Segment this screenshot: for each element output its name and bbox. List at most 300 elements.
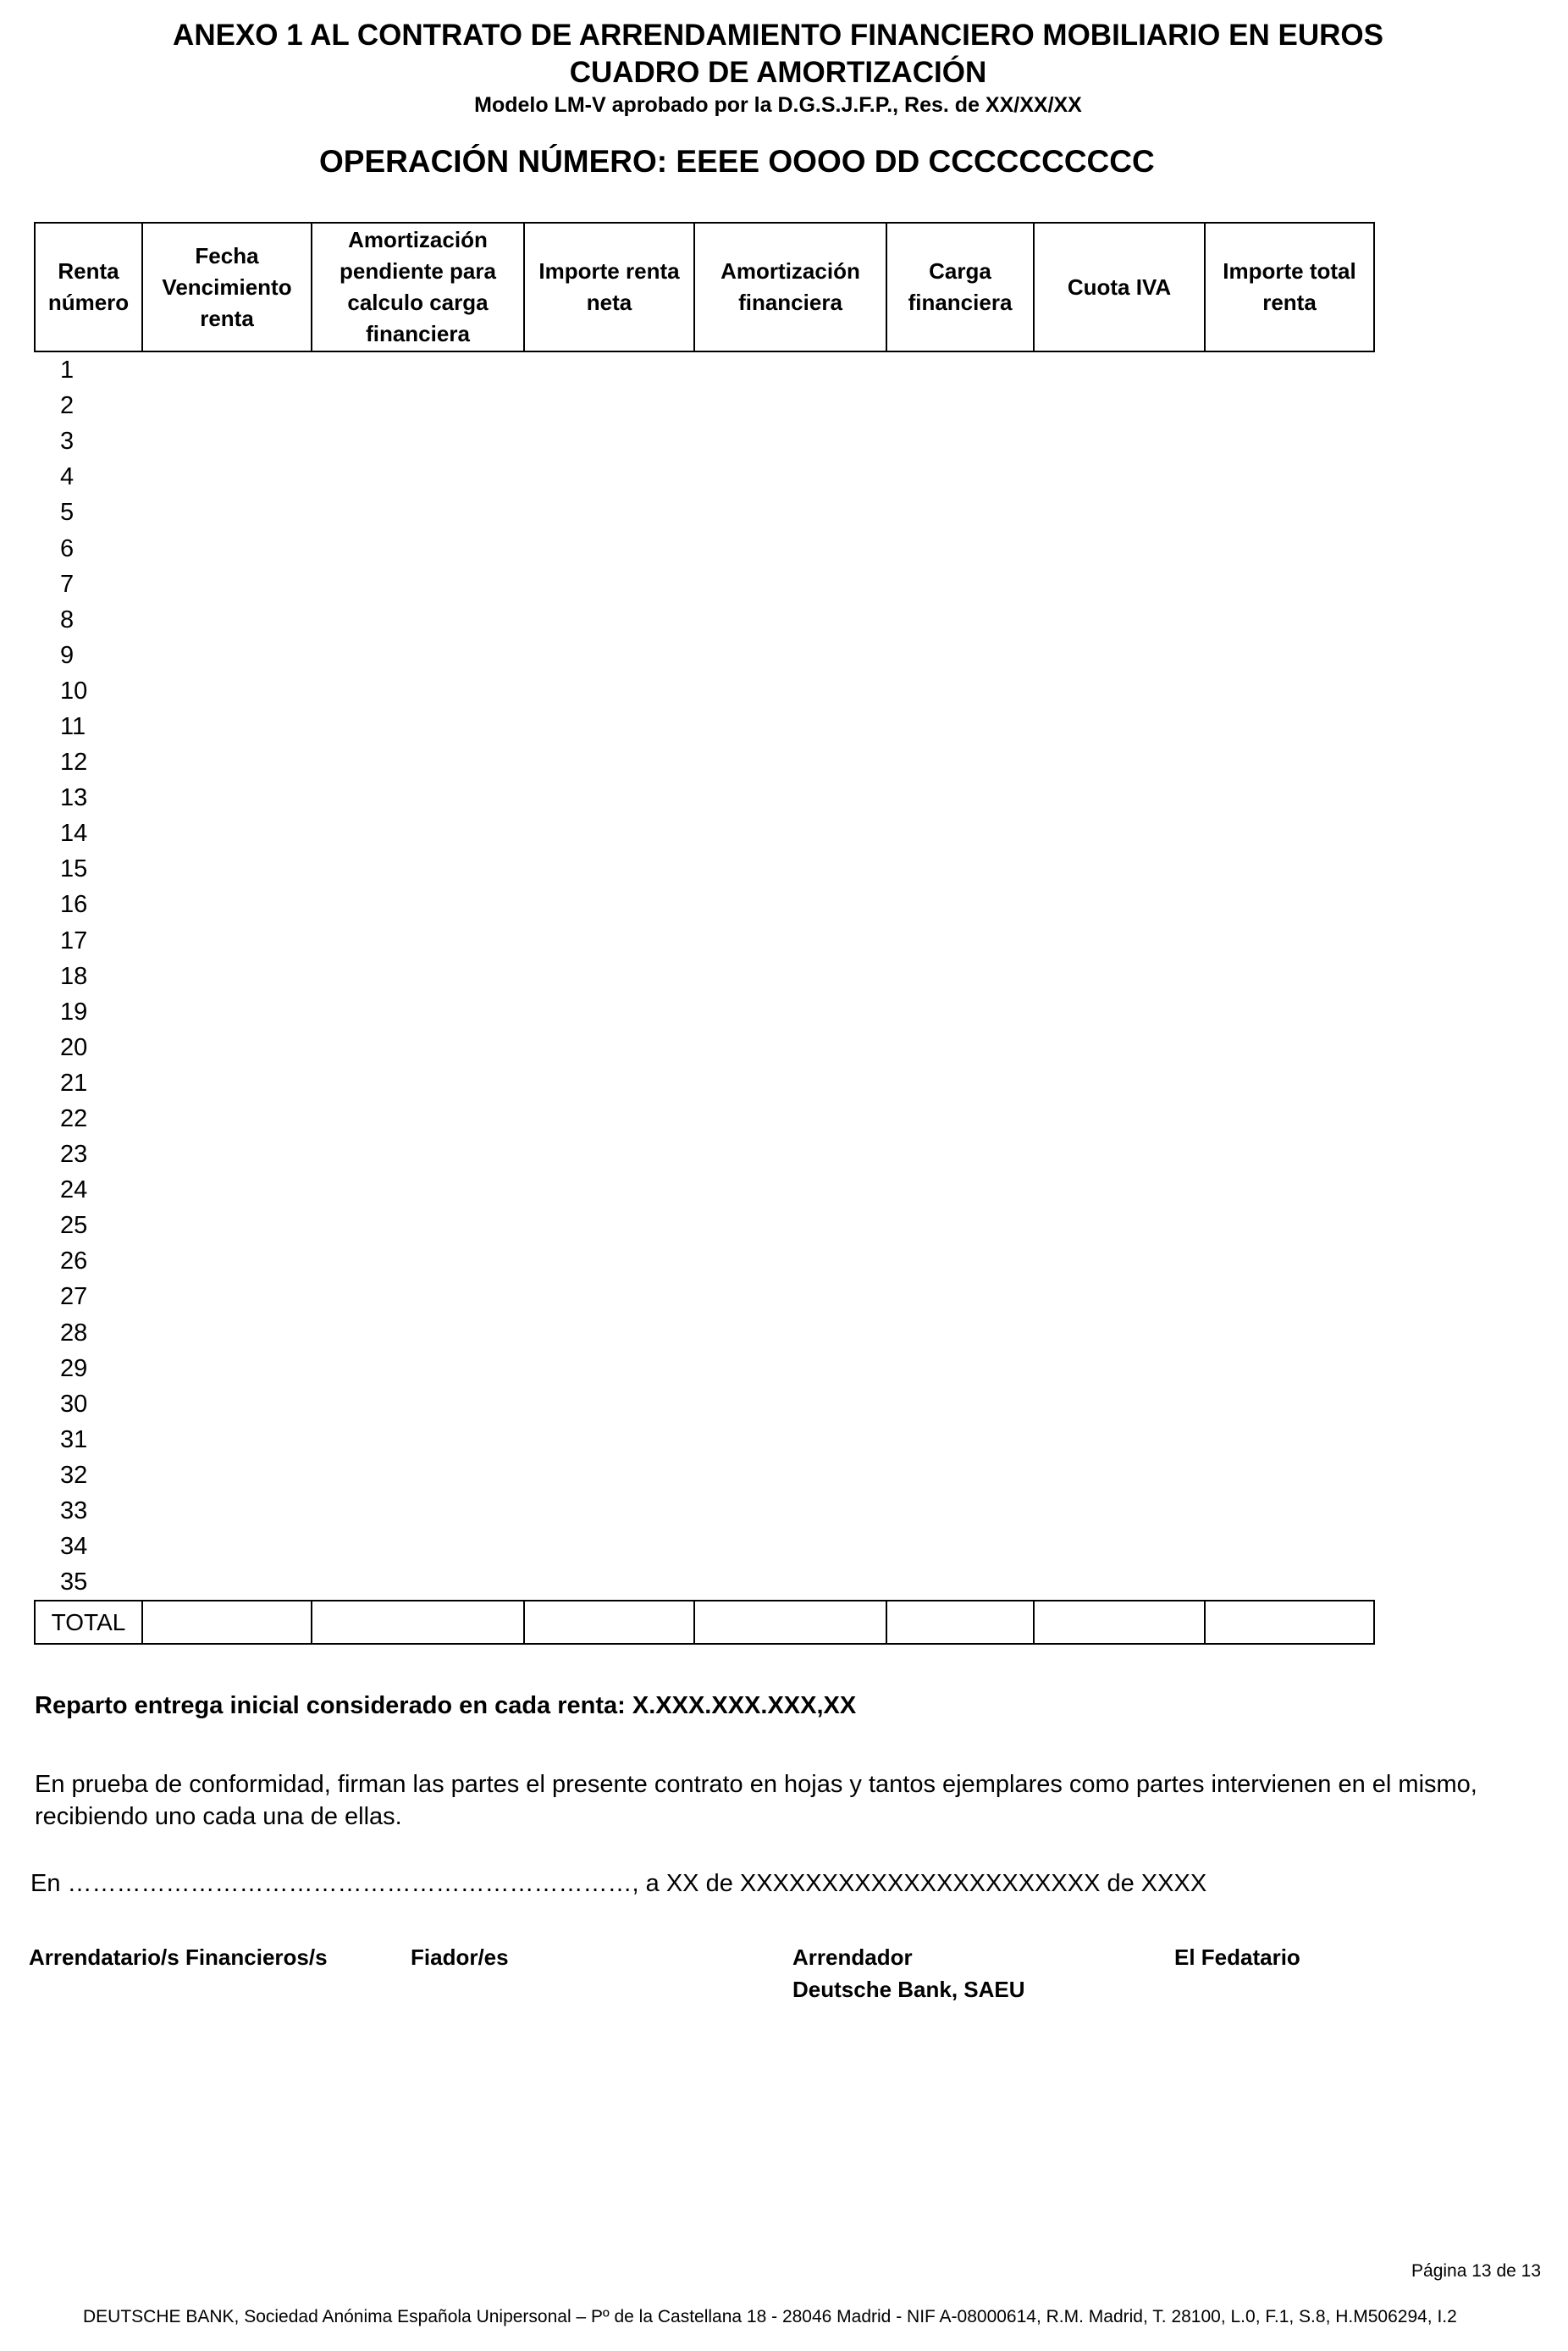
table-cell — [142, 1422, 312, 1458]
table-cell — [312, 1386, 524, 1422]
table-cell — [1205, 602, 1374, 638]
table-cell — [142, 388, 312, 423]
table-cell — [1034, 602, 1205, 638]
table-cell — [886, 351, 1034, 388]
table-cell — [312, 1315, 524, 1351]
table-cell — [1034, 1422, 1205, 1458]
table-cell — [1034, 744, 1205, 780]
table-header-row — [35, 223, 1374, 351]
table-cell — [1205, 530, 1374, 566]
renta-number: 15 — [60, 855, 88, 883]
table-cell — [886, 1315, 1034, 1351]
table-cell — [694, 1030, 886, 1065]
table-cell — [312, 567, 524, 602]
table-cell — [1205, 459, 1374, 495]
table-cell — [524, 1243, 694, 1279]
table-cell — [142, 1208, 312, 1243]
table-cell — [1205, 423, 1374, 459]
table-row — [35, 459, 1374, 495]
table-cell — [312, 744, 524, 780]
table-cell — [524, 1279, 694, 1314]
renta-number: 23 — [60, 1141, 88, 1169]
renta-number: 27 — [60, 1283, 88, 1311]
table-cell — [1034, 923, 1205, 959]
renta-number: 11 — [60, 712, 86, 740]
table-cell — [1034, 1065, 1205, 1101]
table-row — [35, 923, 1374, 959]
table-cell — [1205, 1315, 1374, 1351]
table-cell — [1205, 1243, 1374, 1279]
table-cell — [142, 851, 312, 887]
table-cell — [312, 1030, 524, 1065]
table-cell — [312, 530, 524, 566]
table-row — [35, 1458, 1374, 1493]
table-cell — [142, 1279, 312, 1314]
renta-number: 8 — [60, 606, 75, 633]
table-cell — [524, 1208, 694, 1243]
table-cell — [886, 1458, 1034, 1493]
table-cell — [694, 1458, 886, 1493]
table-cell — [1205, 887, 1374, 922]
total-cell — [142, 1601, 312, 1644]
table-cell — [694, 495, 886, 530]
table-cell — [1034, 1315, 1205, 1351]
table-row — [35, 1564, 1374, 1601]
renta-number: 18 — [60, 962, 88, 990]
col-amortizacion-pendiente: Amortización pendiente para calculo carga financiera — [312, 223, 524, 351]
renta-number: 2 — [60, 392, 75, 420]
table-cell — [694, 638, 886, 673]
table-cell — [1034, 530, 1205, 566]
renta-number: 1 — [60, 357, 75, 384]
table-cell — [694, 351, 886, 388]
table-cell — [886, 1137, 1034, 1172]
table-cell — [142, 1065, 312, 1101]
table-cell — [524, 423, 694, 459]
table-cell — [886, 530, 1034, 566]
table-row — [35, 1030, 1374, 1065]
table-cell — [142, 959, 312, 994]
table-cell — [142, 530, 312, 566]
table-cell — [142, 1101, 312, 1137]
renta-number: 29 — [60, 1354, 88, 1382]
table-cell — [142, 459, 312, 495]
table-cell — [524, 1529, 694, 1564]
table-cell — [886, 1564, 1034, 1601]
table-cell — [524, 602, 694, 638]
total-cell — [1034, 1601, 1205, 1644]
table-cell — [142, 1458, 312, 1493]
table-cell — [694, 1172, 886, 1208]
table-cell — [524, 1137, 694, 1172]
table-row — [35, 423, 1374, 459]
table-cell — [312, 1101, 524, 1137]
table-cell — [694, 459, 886, 495]
table-cell — [694, 423, 886, 459]
table-cell — [312, 388, 524, 423]
table-cell — [312, 351, 524, 388]
table-cell — [1205, 1422, 1374, 1458]
total-cell — [524, 1601, 694, 1644]
table-cell — [142, 1172, 312, 1208]
table-cell — [312, 959, 524, 994]
table-cell — [524, 1065, 694, 1101]
table-cell — [524, 1315, 694, 1351]
table-row — [35, 1351, 1374, 1386]
table-cell — [312, 780, 524, 816]
table-cell — [312, 851, 524, 887]
col-carga-financiera: Carga financiera — [886, 223, 1034, 351]
table-cell — [1205, 816, 1374, 851]
table-cell — [312, 602, 524, 638]
renta-number: 7 — [60, 570, 75, 598]
table-cell — [1205, 1065, 1374, 1101]
table-cell — [1205, 1279, 1374, 1314]
table-cell — [886, 1030, 1034, 1065]
table-cell — [1205, 351, 1374, 388]
table-cell — [886, 780, 1034, 816]
table-cell — [524, 351, 694, 388]
table-cell — [142, 1493, 312, 1529]
table-cell — [694, 780, 886, 816]
table-cell — [524, 1030, 694, 1065]
renta-number: 24 — [60, 1176, 88, 1204]
table-row — [35, 1137, 1374, 1172]
renta-number: 25 — [60, 1212, 88, 1240]
renta-number: 32 — [60, 1461, 88, 1489]
table-row — [35, 1172, 1374, 1208]
table-cell — [524, 887, 694, 922]
table-cell — [1205, 1208, 1374, 1243]
renta-number: 14 — [60, 820, 88, 848]
table-cell — [524, 994, 694, 1030]
table-cell — [312, 994, 524, 1030]
table-cell — [694, 1101, 886, 1137]
table-cell — [142, 1243, 312, 1279]
table-cell — [886, 602, 1034, 638]
table-cell — [694, 1065, 886, 1101]
table-cell — [694, 673, 886, 709]
legal-footer: DEUTSCHE BANK, Sociedad Anónima Española Unipersonal – Pº de la Castellana 18 - 28046 Madrid - NIF A-08000614, R.M. Madrid, T. 28100, L.0, F.1, S.8, H.M506294, I.2 — [83, 2307, 1457, 2326]
table-cell — [1205, 1458, 1374, 1493]
total-cell — [886, 1601, 1034, 1644]
table-cell — [886, 816, 1034, 851]
table-cell — [524, 744, 694, 780]
table-cell — [886, 1279, 1034, 1314]
table-cell — [1034, 1243, 1205, 1279]
table-cell — [1205, 1351, 1374, 1386]
table-cell — [1205, 1564, 1374, 1601]
table-cell — [142, 638, 312, 673]
table-cell — [1034, 495, 1205, 530]
table-cell — [1205, 780, 1374, 816]
table-row — [35, 709, 1374, 744]
table-cell — [142, 887, 312, 922]
table-cell — [1034, 1137, 1205, 1172]
table-cell — [1205, 1101, 1374, 1137]
table-cell — [142, 816, 312, 851]
table-cell — [1205, 709, 1374, 744]
table-cell — [524, 1493, 694, 1529]
table-row — [35, 1422, 1374, 1458]
table-cell — [312, 423, 524, 459]
table-cell — [142, 423, 312, 459]
renta-number: 17 — [60, 927, 88, 954]
table-cell — [1205, 851, 1374, 887]
document-subtitle: CUADRO DE AMORTIZACIÓN — [569, 56, 987, 89]
total-cell — [312, 1601, 524, 1644]
table-cell — [694, 1422, 886, 1458]
table-row — [35, 388, 1374, 423]
table-cell — [524, 1422, 694, 1458]
renta-number: 31 — [60, 1425, 88, 1453]
table-cell — [886, 1101, 1034, 1137]
renta-number: 34 — [60, 1533, 88, 1561]
table-cell — [886, 388, 1034, 423]
table-cell — [524, 530, 694, 566]
table-cell — [886, 1208, 1034, 1243]
table-cell — [524, 1386, 694, 1422]
table-row — [35, 673, 1374, 709]
table-cell — [694, 959, 886, 994]
table-cell — [1205, 1386, 1374, 1422]
renta-number: 22 — [60, 1105, 88, 1133]
table-cell — [142, 351, 312, 388]
table-cell — [524, 459, 694, 495]
arrendador-entity: Deutsche Bank, SAEU — [792, 1977, 1025, 2002]
table-cell — [694, 887, 886, 922]
table-cell — [886, 923, 1034, 959]
arrendador-label: Arrendador — [792, 1944, 913, 1970]
table-row — [35, 887, 1374, 922]
table-cell — [1034, 1564, 1205, 1601]
table-cell — [142, 1137, 312, 1172]
col-importe-total: Importe total renta — [1205, 223, 1374, 351]
table-row — [35, 780, 1374, 816]
table-cell — [1205, 744, 1374, 780]
table-cell — [312, 673, 524, 709]
table-cell — [1205, 994, 1374, 1030]
col-renta-numero: Renta número — [35, 223, 142, 351]
table-cell — [1205, 923, 1374, 959]
table-cell — [142, 744, 312, 780]
page-number: Página 13 de 13 — [1411, 2261, 1541, 2281]
table-cell — [886, 495, 1034, 530]
table-cell — [1205, 638, 1374, 673]
table-cell — [1205, 673, 1374, 709]
table-cell — [312, 1493, 524, 1529]
table-cell — [886, 567, 1034, 602]
table-cell — [1205, 495, 1374, 530]
table-cell — [312, 816, 524, 851]
table-row — [35, 1279, 1374, 1314]
table-cell — [524, 673, 694, 709]
table-cell — [1034, 994, 1205, 1030]
table-cell — [694, 994, 886, 1030]
table-row — [35, 851, 1374, 887]
table-cell — [312, 459, 524, 495]
table-cell — [312, 1243, 524, 1279]
table-cell — [694, 388, 886, 423]
table-cell — [1034, 709, 1205, 744]
table-row — [35, 602, 1374, 638]
renta-number: 19 — [60, 998, 88, 1026]
table-cell — [312, 1137, 524, 1172]
table-cell — [694, 1386, 886, 1422]
table-cell — [1034, 1208, 1205, 1243]
table-cell — [694, 744, 886, 780]
table-row — [35, 530, 1374, 566]
table-cell — [1034, 959, 1205, 994]
table-row — [35, 1101, 1374, 1137]
renta-number: 21 — [60, 1069, 88, 1097]
table-cell — [142, 1030, 312, 1065]
table-cell — [886, 1243, 1034, 1279]
table-cell — [1205, 959, 1374, 994]
total-cell — [694, 1601, 886, 1644]
table-cell — [886, 1529, 1034, 1564]
signature-arrendatario: Arrendatario/s Financieros/s — [29, 1944, 328, 1970]
table-cell — [524, 1351, 694, 1386]
renta-number: 5 — [60, 499, 75, 527]
renta-number: 12 — [60, 749, 88, 777]
table-cell — [1034, 780, 1205, 816]
table-cell — [1034, 851, 1205, 887]
table-cell — [1034, 1030, 1205, 1065]
table-cell — [312, 1279, 524, 1314]
amortization-table — [34, 222, 1375, 1645]
operation-number: OPERACIÓN NÚMERO: EEEE OOOO DD CCCCCCCCCC — [319, 144, 1155, 179]
table-cell — [312, 1065, 524, 1101]
table-cell — [886, 887, 1034, 922]
table-cell — [312, 1458, 524, 1493]
table-cell — [312, 923, 524, 959]
table-cell — [886, 994, 1034, 1030]
table-cell — [694, 1564, 886, 1601]
table-cell — [1034, 388, 1205, 423]
table-cell — [142, 1351, 312, 1386]
table-cell — [142, 1529, 312, 1564]
table-cell — [142, 1564, 312, 1601]
table-cell — [886, 1172, 1034, 1208]
table-cell — [886, 638, 1034, 673]
total-label: TOTAL — [35, 1601, 142, 1644]
table-cell — [886, 851, 1034, 887]
table-cell — [142, 709, 312, 744]
renta-number: 28 — [60, 1319, 88, 1347]
table-cell — [524, 851, 694, 887]
table-cell — [1034, 1493, 1205, 1529]
col-amortizacion-financiera: Amortización financiera — [694, 223, 886, 351]
table-cell — [694, 530, 886, 566]
place-date-line: En ……………………………………………………………, a XX de XXXXXXXXXXXXXXXXXXXXXX de XXXX — [30, 1870, 1207, 1897]
table-cell — [312, 709, 524, 744]
renta-number: 9 — [60, 641, 75, 669]
table-cell — [1205, 567, 1374, 602]
renta-number: 10 — [60, 677, 88, 705]
table-row — [35, 1386, 1374, 1422]
table-cell — [694, 602, 886, 638]
table-cell — [1034, 567, 1205, 602]
table-cell — [886, 673, 1034, 709]
total-row — [35, 1601, 1374, 1644]
document-title: ANEXO 1 AL CONTRATO DE ARRENDAMIENTO FINANCIERO MOBILIARIO EN EUROS — [173, 19, 1383, 52]
table-cell — [694, 1351, 886, 1386]
table-cell — [1034, 423, 1205, 459]
table-cell — [524, 959, 694, 994]
table-cell — [886, 1065, 1034, 1101]
table-cell — [1034, 816, 1205, 851]
table-cell — [1205, 388, 1374, 423]
conformity-paragraph: En prueba de conformidad, firman las partes el presente contrato en hojas y tantos ejemplares como partes intervienen en el mismo, recibiendo uno cada una de ellas. — [35, 1771, 1477, 1830]
table-cell — [886, 423, 1034, 459]
table-cell — [886, 1386, 1034, 1422]
table-cell — [524, 388, 694, 423]
table-cell — [886, 744, 1034, 780]
table-cell — [886, 1422, 1034, 1458]
table-row — [35, 567, 1374, 602]
renta-number: 4 — [60, 463, 75, 491]
col-importe-renta-neta: Importe renta neta — [524, 223, 694, 351]
table-cell — [524, 495, 694, 530]
table-cell — [142, 994, 312, 1030]
table-row — [35, 1315, 1374, 1351]
table-cell — [312, 1351, 524, 1386]
table-cell — [524, 1458, 694, 1493]
table-cell — [142, 495, 312, 530]
renta-number: 35 — [60, 1568, 88, 1596]
table-cell — [142, 1315, 312, 1351]
table-cell — [1034, 1279, 1205, 1314]
signature-fedatario: El Fedatario — [1174, 1944, 1300, 1970]
table-cell — [1034, 351, 1205, 388]
table-row — [35, 994, 1374, 1030]
table-cell — [524, 638, 694, 673]
renta-number: 26 — [60, 1247, 88, 1275]
table-cell — [1034, 638, 1205, 673]
table-cell — [886, 959, 1034, 994]
table-cell — [312, 1422, 524, 1458]
table-row — [35, 744, 1374, 780]
table-cell — [886, 709, 1034, 744]
table-cell — [694, 1279, 886, 1314]
initial-payment-distribution: Reparto entrega inicial considerado en cada renta: X.XXX.XXX.XXX,XX — [35, 1692, 857, 1719]
table-row — [35, 1208, 1374, 1243]
table-cell — [312, 1172, 524, 1208]
table-row — [35, 351, 1374, 388]
table-cell — [142, 923, 312, 959]
table-cell — [524, 1101, 694, 1137]
total-cell — [1205, 1601, 1374, 1644]
table-cell — [312, 1208, 524, 1243]
table-cell — [524, 1564, 694, 1601]
table-cell — [1034, 1351, 1205, 1386]
table-cell — [886, 459, 1034, 495]
table-cell — [1205, 1172, 1374, 1208]
table-cell — [142, 780, 312, 816]
table-cell — [694, 567, 886, 602]
col-cuota-iva: Cuota IVA — [1034, 223, 1205, 351]
table-cell — [524, 1172, 694, 1208]
table-row — [35, 495, 1374, 530]
renta-number: 16 — [60, 891, 88, 919]
table-cell — [524, 709, 694, 744]
renta-number: 13 — [60, 784, 88, 812]
table-cell — [694, 709, 886, 744]
table-cell — [1205, 1030, 1374, 1065]
table-row — [35, 816, 1374, 851]
table-cell — [524, 923, 694, 959]
